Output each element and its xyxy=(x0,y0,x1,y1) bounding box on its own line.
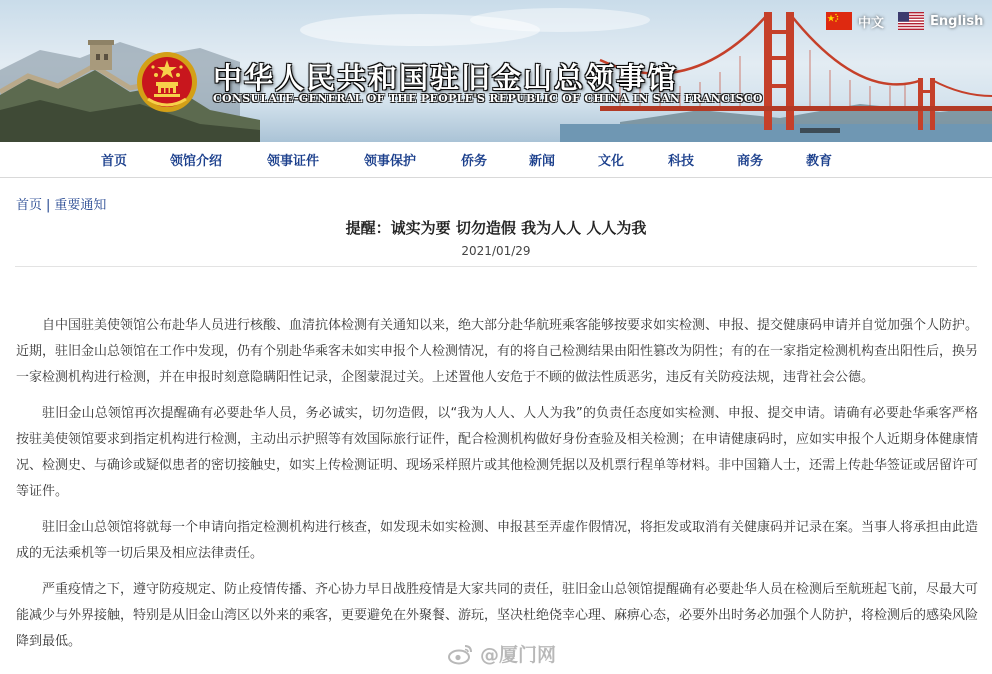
site-subtitle: CONSULATE-GENERAL OF THE PEOPLE'S REPUBLIC OF CHINA IN SAN FRANCISCO xyxy=(213,92,763,105)
article-paragraph: 严重疫情之下，遵守防疫规定、防止疫情传播、齐心协力早日战胜疫情是大家共同的责任，驻旧金山总领馆提醒确有必要赴华人员在检测后至航班起飞前，尽最大可能减少与外界接触，特别是从旧金山湾区以外来的乘客，更要避免在外聚餐、游玩，坚决杜绝侥幸心理、麻痹心态，必要外出时务必加强个人防护，将检测后的感染风险降到最低。 xyxy=(16,582,979,649)
header-banner xyxy=(0,0,992,142)
weibo-icon xyxy=(448,643,474,665)
nav-item-home[interactable]: 首页 xyxy=(101,154,128,169)
china-flag-icon xyxy=(826,12,852,30)
nav-item-science[interactable]: 科技 xyxy=(668,154,695,169)
breadcrumb-current-link[interactable]: 重要通知 xyxy=(54,198,107,213)
nav-item-consular-protection[interactable]: 领事保护 xyxy=(364,154,417,169)
nav-item-about[interactable]: 领馆介绍 xyxy=(170,154,223,169)
language-english-label: English xyxy=(930,13,984,29)
nav-item-news[interactable]: 新闻 xyxy=(529,154,556,169)
article-body xyxy=(16,313,978,665)
language-english-link[interactable] xyxy=(898,10,983,32)
nav-item-culture[interactable]: 文化 xyxy=(598,154,625,169)
article-title: 提醒：诚实为要 切勿造假 我为人人 人人为我 xyxy=(345,219,647,237)
watermark xyxy=(448,640,556,667)
article-date: 2021/01/29 xyxy=(461,244,531,258)
nav-item-education[interactable]: 教育 xyxy=(806,154,833,169)
breadcrumb-home-link[interactable]: 首页 xyxy=(16,198,43,213)
language-chinese-label: 中文 xyxy=(858,15,885,31)
article-paragraph: 驻旧金山总领馆将就每一个申请向指定检测机构进行核查，如发现未如实检测、申报甚至弄虚作假情况，将拒发或取消有关健康码并记录在案。当事人将承担由此造成的无法乘机等一切后果及相应法律责任。 xyxy=(16,520,979,561)
site-title: 中华人民共和国驻旧金山总领事馆 xyxy=(213,61,679,95)
breadcrumb xyxy=(16,194,106,213)
breadcrumb-separator: | xyxy=(46,198,51,213)
language-chinese-link[interactable] xyxy=(826,10,884,32)
national-emblem-icon xyxy=(136,51,198,113)
nav-item-overseas-chinese[interactable]: 侨务 xyxy=(461,154,488,169)
article-paragraph: 自中国驻美使领馆公布赴华人员进行核酸、血清抗体检测有关通知以来，绝大部分赴华航班乘客能够按要求如实检测、申报、提交健康码申请并自觉加强个人防护。近期，驻旧金山总领馆在工作中发现，仍有个别赴华乘客未如实申报个人检测情况，有的将自己检测结果由阳性篡改为阴性；有的在一家指定检测机构查出阳性后，换另一家检测机构进行检测，并在申报时刻意隐瞒阳性记录，企图蒙混过关。上述置他人安危于不顾的做法性质恶劣，违反有关防疫法规，违背社会公德。 xyxy=(16,318,979,385)
article-paragraph: 驻旧金山总领馆再次提醒确有必要赴华人员，务必诚实，切勿造假，以“我为人人、人人为我”的负责任态度如实检测、申报、提交申请。请确有必要赴华乘客严格按驻美使领馆要求到指定机构进行检测，主动出示护照等有效国际旅行证件，配合检测机构做好身份查验及相关检测；在申请健康码时，应如实申报个人近期身体健康情况、检测史、与确诊或疑似患者的密切接触史，如实上传检测证明、现场采样照片或其他检测凭据以及机票行程单等材料。非中国籍人士，还需上传赴华签证或居留许可等证件。 xyxy=(16,406,979,499)
title-divider xyxy=(15,266,977,267)
usa-flag-icon xyxy=(898,12,924,30)
nav-item-consular-documents[interactable]: 领事证件 xyxy=(267,154,320,169)
main-nav xyxy=(0,142,992,178)
watermark-text: @厦门网 xyxy=(480,644,557,666)
nav-item-commerce[interactable]: 商务 xyxy=(737,154,764,169)
